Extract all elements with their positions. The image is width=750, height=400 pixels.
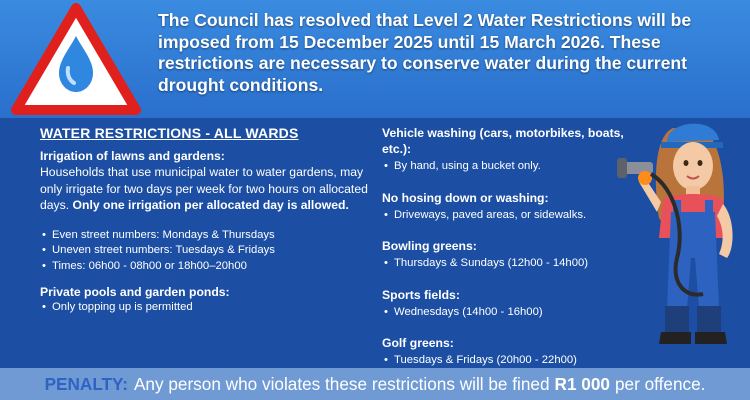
- list-item: • Driveways, paved areas, or sidewalks.: [382, 208, 642, 224]
- list-item: • Tuesdays & Fridays (20h00 - 22h00): [382, 353, 642, 369]
- list-item: • Only topping up is permitted: [40, 300, 370, 316]
- block-title: Vehicle washing (cars, motorbikes, boats, etc.):: [382, 126, 624, 156]
- block-title: No hosing down or washing:: [382, 190, 549, 205]
- woman-with-hose-illustration: [615, 108, 750, 358]
- list-item: • Wednesdays (14h00 - 16h00): [382, 305, 642, 321]
- section-title: WATER RESTRICTIONS - ALL WARDS: [40, 125, 299, 141]
- list-item: • Uneven street numbers: Tuesdays & Fridays: [40, 243, 370, 259]
- list-item: • Times: 06h00 - 08h00 or 18h00–20h00: [40, 259, 370, 275]
- list-item: • Even street numbers: Mondays & Thursdays: [40, 228, 370, 244]
- right-column: [382, 125, 642, 384]
- penalty-label: PENALTY:: [44, 373, 128, 394]
- irrigation-title: Irrigation of lawns and gardens:: [40, 149, 225, 163]
- pools-list: [40, 300, 370, 316]
- list-item: • By hand, using a bucket only.: [382, 159, 642, 175]
- penalty-text: Any person who violates these restrictions will be fined: [133, 373, 550, 394]
- announcement-headline: The Council has resolved that Level 2 Water Restrictions will be imposed from 15 December 2025 until 15 March 2026. These restrictions are necessary to conserve water during the current drought conditions.: [158, 10, 692, 95]
- block-title: Golf greens:: [382, 336, 454, 350]
- header-banner: [0, 0, 750, 118]
- golf-greens-block: [382, 335, 642, 369]
- block-title: Bowling greens:: [382, 239, 477, 253]
- penalty-amount: R1 000: [554, 373, 610, 394]
- bowling-greens-block: [382, 238, 642, 272]
- irrigation-emphasis: Only one irrigation per allocated day is allowed.: [72, 198, 349, 212]
- left-column: [40, 125, 370, 316]
- sports-fields-block: [382, 287, 642, 321]
- block-title: Sports fields:: [382, 287, 460, 302]
- pools-title: Private pools and garden ponds:: [40, 285, 230, 299]
- warning-triangle-water-drop-icon: [10, 2, 142, 118]
- vehicle-washing-block: [382, 125, 642, 175]
- hosing-block: [382, 190, 642, 224]
- penalty-bar: [0, 368, 750, 400]
- penalty-text-after: per offence.: [614, 373, 706, 394]
- list-item: • Thursdays & Sundays (12h00 - 14h00): [382, 256, 642, 272]
- pools-block: [40, 284, 370, 316]
- irrigation-schedule-list: [40, 228, 370, 275]
- irrigation-text: Households that use municipal water to water gardens, may only irrigate for two days per week for two hours on allocated days.: [40, 165, 368, 212]
- irrigation-description: [40, 164, 370, 214]
